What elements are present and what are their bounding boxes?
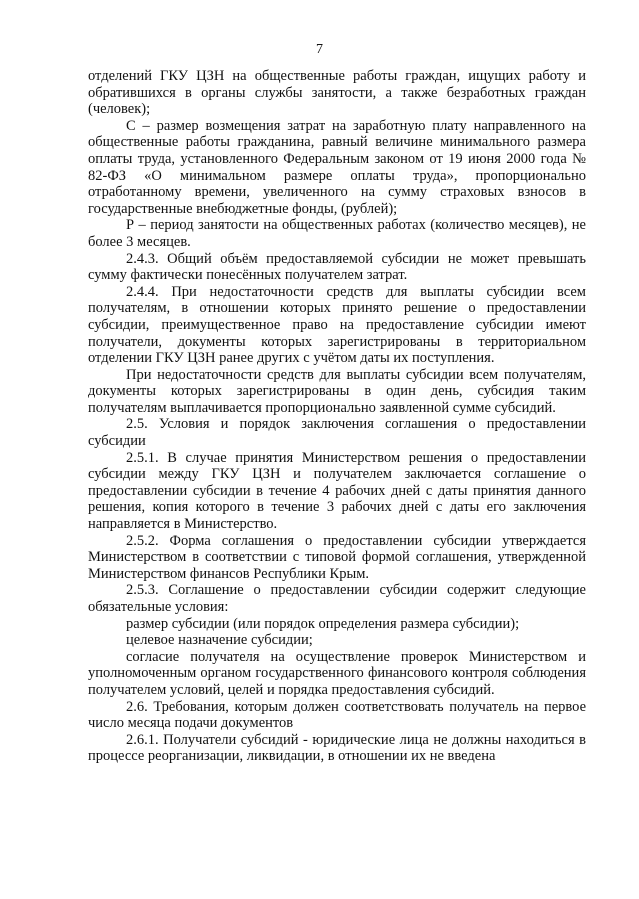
paragraph: 2.5.1. В случае принятия Министерством решения о предоставлении субсидии между ГКУ ЦЗН и получателем заключается соглашение о предоставлении субсидии в течение 4 рабочих дней с даты принятия данного решения, копия которого в течение 3 рабочих дней с даты его заключения направляется в Министерство. <box>88 449 586 533</box>
paragraph: 2.4.4. При недостаточности средств для выплаты субсидии всем получателям, в отношении которых принято решение о предоставлении субсидии, преимущественное право на предоставление субсидии имеют получатели, документы которых зарегистрированы в территориальном отделении ГКУ ЦЗН ранее других с учётом даты их поступления. <box>88 283 586 367</box>
paragraph: 2.5.3. Соглашение о предоставлении субсидии содержит следующие обязательные условия: <box>88 582 586 615</box>
paragraph: 2.5.2. Форма соглашения о предоставлении субсидии утверждается Министерством в соответствии с типовой формой соглашения, утвержденной Министерством финансов Республики Крым. <box>88 532 586 582</box>
paragraph: 2.6.1. Получатели субсидий - юридические лица не должны находиться в процессе реорганизации, ликвидации, в отношении их не введена <box>88 731 586 765</box>
paragraph: Р – период занятости на общественных работах (количество месяцев), не более 3 месяцев. <box>88 217 586 250</box>
paragraph: размер субсидии (или порядок определения размера субсидии); <box>126 615 520 632</box>
paragraph: целевое назначение субсидии; <box>126 632 313 649</box>
paragraph: 2.4.3. Общий объём предоставляемой субсидии не может превышать сумму фактически понесённых получателем затрат. <box>88 250 586 284</box>
paragraph: 2.6. Требования, которым должен соответствовать получатель на первое число месяца подачи документов <box>88 698 586 732</box>
paragraph: При недостаточности средств для выплаты субсидии всем получателям, документы которых зарегистрированы в один день, субсидия таким получателям выплачивается пропорционально заявленной сумме субсидий. <box>88 366 586 416</box>
paragraph: 2.5. Условия и порядок заключения соглашения о предоставлении субсидии <box>88 416 586 450</box>
paragraph: согласие получателя на осуществление проверок Министерством и уполномоченным органом государственного финансового контроля соблюдения получателем условий, целей и порядка предоставления субсидий. <box>88 648 586 698</box>
document-body <box>88 68 586 765</box>
page-number: 7 <box>316 42 323 57</box>
paragraph: С – размер возмещения затрат на заработную плату направленного на общественные работы гражданина, равный величине минимального размера оплаты труда, установленного Федеральным законом от 19 июня 2000 года № 82-ФЗ «О минимальном размере оплаты труда», пропорционально отработанному времени, увеличенного на сумму страховых взносов в государственные внебюджетные фонды, (рублей); <box>88 117 586 217</box>
paragraph: отделений ГКУ ЦЗН на общественные работы граждан, ищущих работу и обратившихся в органы службы занятости, а также безработных граждан (человек); <box>88 68 586 118</box>
